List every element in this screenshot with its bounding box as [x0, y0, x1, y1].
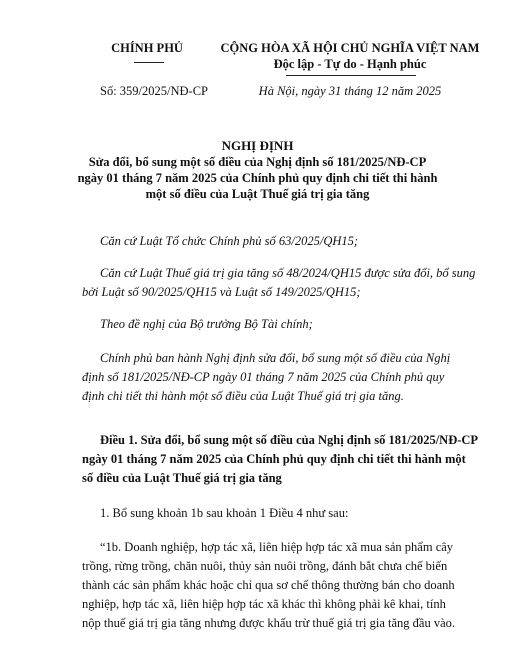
subject-line: ngày 01 tháng 7 năm 2025 của Chính phủ quy định chi tiết thi hành: [77, 171, 438, 185]
enactment-line: định số 181/2025/NĐ-CP ngày 01 tháng 7 năm 2025 của Chính phủ quy: [82, 370, 445, 384]
document-number: Số: 359/2025/NĐ-CP: [100, 84, 209, 98]
legal-basis-1: Căn cứ Luật Tổ chức Chính phủ số 63/2025/QH15;: [100, 234, 359, 248]
motto-underline: [286, 75, 416, 76]
proposal-basis: Theo đề nghị của Bộ trưởng Bộ Tài chính;: [100, 317, 313, 331]
document-type: NGHỊ ĐỊNH: [221, 138, 294, 153]
quoted-provision-line: thành các sản phẩm khác hoặc chỉ qua sơ chế thông thường bán cho doanh: [82, 578, 455, 592]
quoted-provision-line: nghiệp, hợp tác xã, liên hiệp hợp tác xã khác thì không phải kê khai, tính: [82, 597, 446, 611]
national-motto: Độc lập - Tự do - Hạnh phúc: [273, 57, 427, 71]
issuer-name: CHÍNH PHỦ: [111, 41, 183, 55]
article-1-heading-line: số điều của Luật Thuế giá trị gia tăng: [82, 471, 282, 485]
subject-line: một số điều của Luật Thuế giá trị gia tăng: [145, 187, 370, 201]
clause-1: 1. Bổ sung khoản 1b sau khoản 1 Điều 4 như sau:: [100, 506, 349, 520]
article-1-heading-line: Điều 1. Sửa đổi, bổ sung một số điều của Nghị định số 181/2025/NĐ-CP: [100, 433, 479, 447]
quoted-provision-line: “1b. Doanh nghiệp, hợp tác xã, liên hiệp hợp tác xã mua sản phẩm cây: [100, 540, 454, 554]
quoted-provision-line: trồng, rừng trồng, chăn nuôi, thủy sản nuôi trồng, đánh bắt chưa chế biến: [82, 559, 448, 573]
issuer-underline: [134, 62, 164, 63]
country-name: CỘNG HÒA XÃ HỘI CHỦ NGHĨA VIỆT NAM: [220, 41, 480, 55]
legal-basis-2-line: Căn cứ Luật Thuế giá trị gia tăng số 48/2024/QH15 được sửa đổi, bổ sung: [100, 266, 476, 280]
quoted-provision-line: nộp thuế giá trị gia tăng nhưng được khấu trừ thuế giá trị gia tăng đầu vào.: [82, 616, 456, 630]
subject-line: Sửa đổi, bổ sung một số điều của Nghị định số 181/2025/NĐ-CP: [88, 155, 427, 169]
article-1-heading-line: ngày 01 tháng 7 năm 2025 của Chính phủ quy định chi tiết thi hành một: [82, 452, 466, 466]
place-and-date: Hà Nội, ngày 31 tháng 12 năm 2025: [258, 84, 442, 98]
enactment-line: Chính phủ ban hành Nghị định sửa đổi, bổ sung một số điều của Nghị: [100, 351, 451, 365]
legal-basis-2-line: bởi Luật số 90/2025/QH15 và Luật số 149/2025/QH15;: [82, 285, 361, 299]
enactment-line: định chi tiết thi hành một số điều của Luật Thuế giá trị gia tăng.: [82, 389, 404, 403]
